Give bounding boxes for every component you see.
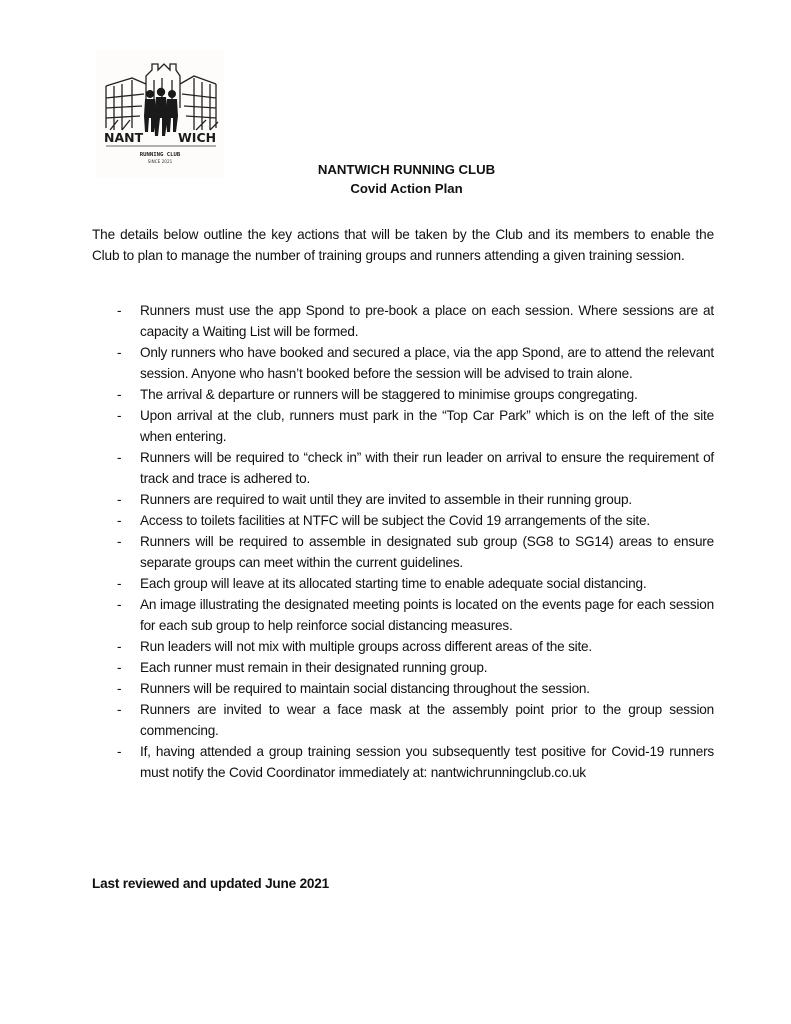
bullet-dash: - [117,387,122,402]
document-title: NANTWICH RUNNING CLUB [317,162,496,177]
list-item-text: An image illustrating the designated meeting points is located on the events page for each session for each sub group to help reinforce social distancing measures. [140,597,714,633]
list-item-text: Runners will be required to maintain social distancing throughout the session. [140,681,590,696]
bullet-dash: - [117,681,122,696]
bullet-dash: - [117,576,122,591]
list-item-text: Runners are invited to wear a face mask at the assembly point prior to the group session commencing. [140,702,714,738]
last-reviewed-note: Last reviewed and updated June 2021 [92,876,330,891]
bullet-dash: - [117,702,122,717]
list-item-text: Runners will be required to “check in” with their run leader on arrival to ensure the requirement of track and trace is adhered to. [140,450,714,486]
bullet-dash: - [117,408,122,423]
logo-name-left: NANT [104,130,144,145]
bullet-dash: - [117,513,122,528]
list-item-text: Upon arrival at the club, runners must park in the “Top Car Park” which is on the left of the site when entering. [140,408,714,444]
list-item [92,405,714,447]
club-logo [96,50,224,178]
list-item-text: Only runners who have booked and secured a place, via the app Spond, are to attend the relevant session. Anyone who hasn’t booked before the session will be advised to train alone. [140,345,714,381]
list-item [92,531,714,573]
bullet-dash: - [117,492,122,507]
logo-subtitle: RUNNING CLUB [139,152,181,158]
list-item [92,657,714,678]
list-item [92,594,714,636]
list-item [92,699,714,741]
list-item-text: If, having attended a group training session you subsequently test positive for Covid-19 runners must notify the Covid Coordinator immediately at: nantwichrunningclub.co.uk [140,744,714,780]
list-item-text: Access to toilets facilities at NTFC will be subject the Covid 19 arrangements of the site. [140,513,650,528]
intro-paragraph: The details below outline the key actions that will be taken by the Club and its members to enable the Club to plan to manage the number of training groups and runners attending a given training session. [92,227,714,263]
bullet-dash: - [117,303,122,318]
list-item [92,342,714,384]
bullet-dash: - [117,345,122,360]
action-list [92,300,714,783]
list-item-text: Each runner must remain in their designated running group. [140,660,488,675]
list-item-text: Each group will leave at its allocated starting time to enable adequate social distancing. [140,576,647,591]
list-item [92,510,714,531]
list-item-text: Runners must use the app Spond to pre-book a place on each session. Where sessions are at capacity a Waiting List will be formed. [140,303,714,339]
bullet-dash: - [117,450,122,465]
list-item [92,741,714,783]
list-item [92,384,714,405]
bullet-dash: - [117,597,122,612]
list-item [92,489,714,510]
list-item-text: The arrival & departure or runners will be staggered to minimise groups congregating. [140,387,638,402]
club-logo-graphic [96,50,224,178]
list-item [92,300,714,342]
list-item-text: Runners are required to wait until they are invited to assemble in their running group. [140,492,632,507]
list-item [92,678,714,699]
logo-name-right: WICH [178,130,217,145]
bullet-dash: - [117,744,122,759]
list-item [92,636,714,657]
logo-since: SINCE 2021 [147,159,173,164]
bullet-dash: - [117,660,122,675]
document-subtitle: Covid Action Plan [350,181,463,196]
bullet-dash: - [117,534,122,549]
document-header [0,160,791,198]
list-item-text: Run leaders will not mix with multiple groups across different areas of the site. [140,639,592,654]
list-item [92,573,714,594]
bullet-dash: - [117,639,122,654]
list-item-text: Runners will be required to assemble in designated sub group (SG8 to SG14) areas to ensure separate groups can meet within the current guidelines. [140,534,714,570]
list-item [92,447,714,489]
